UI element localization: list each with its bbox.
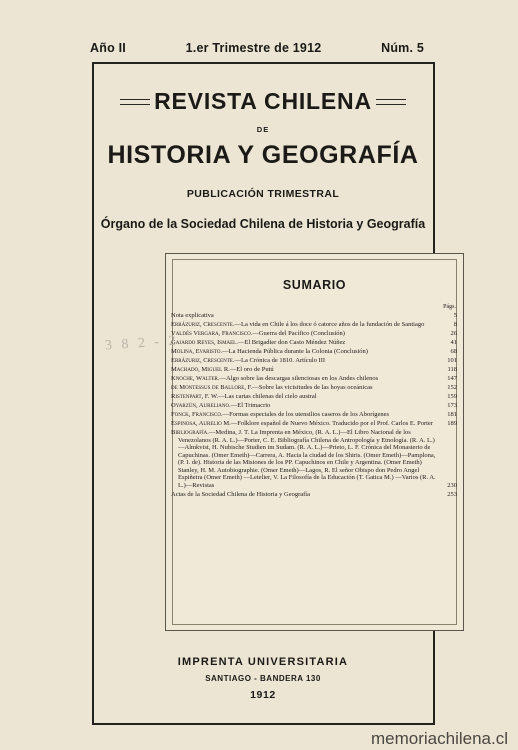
toc-entry-page: 68: [450, 348, 457, 355]
journal-title-line2: HISTORIA Y GEOGRAFÍA: [107, 141, 419, 169]
toc-entry-text: [171, 312, 439, 320]
toc-entry-title: —La Hacienda Pública durante la Colonia (Conclusión): [222, 348, 368, 355]
toc-entry-title: —La vida en Chile á los doce ó catorce años de la fundación de Santiago: [234, 321, 425, 328]
publisher-address: SANTIAGO - BANDERA 130: [205, 674, 321, 683]
toc-entry: [171, 366, 457, 374]
toc-entry-text: [171, 366, 439, 374]
volume-label: Año II: [90, 41, 126, 55]
toc-entry: [171, 402, 457, 410]
toc-entry-author: Bibliografía.: [171, 429, 209, 436]
toc-entry-page: 230: [447, 481, 457, 489]
toc-entry-title: —Medina, J. T. La Imprenta en México, (R. A. L.)—El Libro Nacional de los Venezolanos (R. A. L.)—Porter, C. E. Bibliografía Chilena de Antropología y Etnología. (R. A. L.)—Almkvist, H. Nubische Studien im Sudam. (R. A. L.)—Prieto, L. F. Crónica del Monasterio de Capuchinas. (Omer Emeth)—Carrera, A. Hacia la ciudad de los Shiris. (Omer Emeth)—Pamplona, (P. I. de). Historia de las Misiones de los PP. Capuchinos en Chile y Argentina. (Omer Emeth) Stanley, H. M. Autobiographie. (Omer Emeth)—Lagos, R. El señor Obispo don Pedro Angel Espiñeira (Omer Emeth) —Letelier, V. La Filosofía de la Educación (T. Gatica M.) —Varios (R. A. L.)—Revistas: [178, 429, 436, 489]
publication-frequency: PUBLICACIÓN TRIMESTRAL: [186, 188, 340, 200]
ornament-rule-left: [120, 99, 150, 105]
toc-entry-page: 8: [453, 321, 457, 328]
toc-entry-page: 253: [447, 490, 457, 498]
ornament-rule-right: [376, 99, 406, 105]
cover-header: [90, 41, 424, 55]
site-watermark: memoriachilena.cl: [371, 729, 508, 748]
toc-entry-title: —El Brigadier don Casto Méndez Núñez: [237, 339, 346, 346]
toc-entry-author: Molina, Evaristo.: [171, 348, 223, 355]
toc-entry: [171, 491, 457, 499]
toc-entry-page: 26: [450, 330, 457, 337]
toc-entry: [171, 384, 457, 392]
toc-entry-text: [171, 339, 439, 347]
organ-statement: Órgano de la Sociedad Chilena de Historia y Geografía: [100, 217, 426, 231]
toc-entry-title: —Algo sobre las descargas silenciosas en los Andes chilenos: [219, 375, 379, 382]
toc-entry-page: 5: [453, 312, 457, 319]
toc-entry-page: 101: [447, 357, 457, 364]
toc-entry-author: Espinosa, Aurelio M.: [171, 420, 231, 427]
toc-entry-author: Oyarzún, Aureliano.: [171, 402, 231, 409]
period-label: 1.er Trimestre de 1912: [185, 41, 322, 55]
toc-entry-author: Machado, Miguel R.: [171, 366, 230, 373]
toc-entry-text: [171, 384, 439, 392]
toc-entry-page: 118: [447, 366, 457, 373]
toc-entry-title: —Las cartas chilenas del cielo austral: [218, 393, 317, 400]
toc-entry-page: 173: [447, 402, 457, 409]
toc-entry-title: Actas de la Sociedad Chilena de Historia y Geografía: [171, 490, 310, 498]
toc-entry-page: 159: [447, 393, 457, 400]
toc-entry: [171, 339, 457, 347]
publisher-name: IMPRENTA UNIVERSITARIA: [177, 656, 349, 668]
toc-entry-author: Ristenpart, F. W.: [171, 393, 219, 400]
toc-entry-author: Fonck, Francisco.: [171, 411, 223, 418]
toc-entry-text: [171, 393, 439, 401]
toc-entry-author: Errázuriz, Crescente.: [171, 357, 235, 364]
toc-entry-author: Gajardo Reyes, Ismael.: [171, 339, 238, 346]
toc-entry-title: —La Crónica de 1810. Artículo III: [234, 357, 326, 364]
issue-number: Núm. 5: [381, 41, 424, 55]
journal-title-connector: DE: [256, 125, 270, 134]
toc-entry-title: —Sobre las vicisitudes de las hoyas oceánicas: [252, 384, 373, 391]
toc-entry-title: —Folklore español de Nuevo México. Traducido por el Prof. Carlos E. Porter: [230, 420, 433, 427]
toc-entry-page: 41: [450, 339, 457, 346]
toc-entry: [171, 312, 457, 320]
toc-entry-page: 152: [447, 384, 457, 391]
toc-entry-title: —El oro de Putú: [229, 366, 274, 373]
table-of-contents: [171, 312, 457, 498]
toc-entry-text: [171, 348, 439, 356]
toc-entry-text: [171, 402, 439, 410]
journal-title-line1: REVISTA CHILENA: [154, 88, 372, 114]
summary-heading: SUMARIO: [282, 278, 347, 292]
toc-entry-author: Knoche, Walter.: [171, 375, 220, 382]
toc-entry-page: 147: [447, 375, 457, 382]
toc-entry-title: —Formas especiales de los utensilios caseros de los Aborígenes: [222, 411, 390, 418]
toc-entry: [171, 393, 457, 401]
toc-entry-page: 189: [447, 420, 457, 427]
toc-entry-text: [171, 420, 439, 428]
toc-entry-text: [171, 330, 439, 338]
summary-panel: [165, 253, 464, 631]
toc-entry: [171, 429, 457, 489]
toc-entry-author: Errázuriz, Crescente.: [171, 321, 235, 328]
toc-entry-text: [171, 411, 439, 419]
toc-entry-title: Nota explicativa: [171, 312, 214, 319]
toc-entry: [171, 330, 457, 338]
toc-entry: [171, 420, 457, 428]
toc-entry: [171, 321, 457, 329]
toc-entry-text: [171, 357, 439, 365]
toc-entry: [171, 375, 457, 383]
toc-entry: [171, 348, 457, 356]
toc-entry-title: —Guerra del Pacífico (Conclusión): [252, 330, 345, 337]
toc-entry-author: de Montessus de Ballore, F.: [171, 384, 253, 391]
toc-entry-page: 181: [447, 411, 457, 418]
pages-column-label: Págs.: [443, 304, 456, 310]
toc-entry: [171, 357, 457, 365]
toc-entry-text: [171, 491, 439, 499]
toc-entry-author: Valdés Vergara, Francisco.: [171, 330, 253, 337]
pencil-annotation: 3 8 2 - 2: [104, 333, 180, 354]
toc-entry-text: [171, 375, 439, 383]
toc-entry-text: [171, 321, 439, 329]
toc-entry-title: —El Trimacrio: [230, 402, 271, 409]
publication-year: 1912: [250, 689, 276, 701]
toc-entry: [171, 411, 457, 419]
toc-entry-text: [171, 429, 439, 489]
masthead: [100, 88, 426, 115]
